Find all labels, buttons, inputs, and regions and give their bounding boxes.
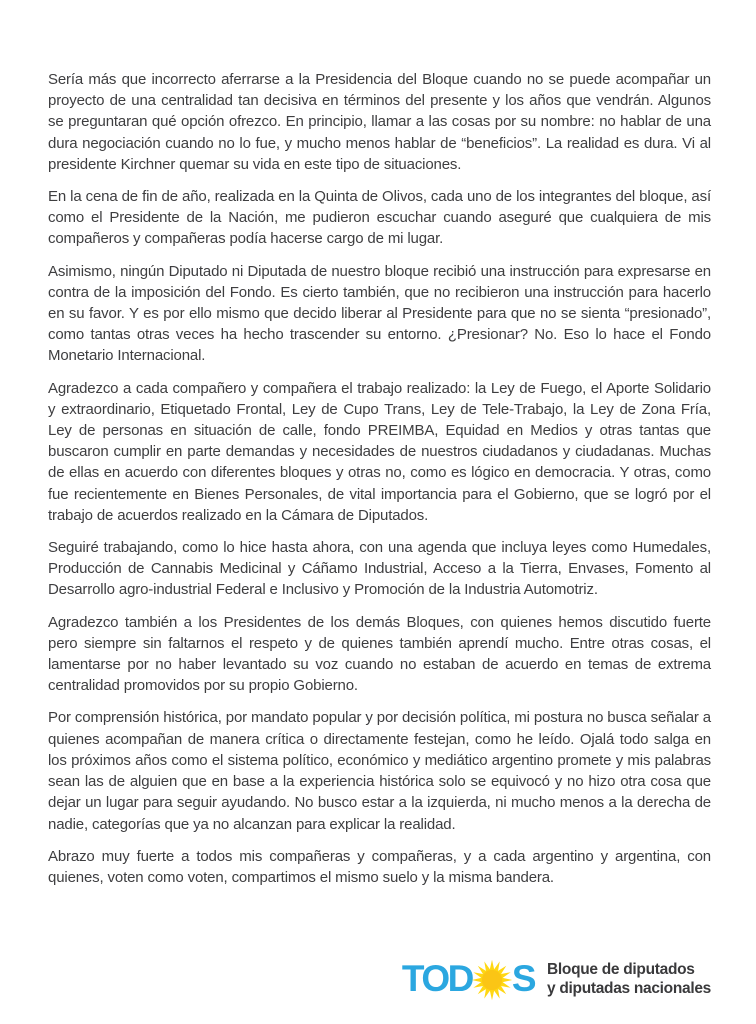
logo-text-tod: TOD: [401, 957, 472, 999]
paragraph: Agradezco también a los Presidentes de los demás Bloques, con quienes hemos discutido fuerte pero siempre sin faltarnos el respeto y de quienes también aprendí mucho. Entre otras cosas, el lamentarse por no haber levantado su voz cuando no estaban de acuerdo en temas de extrema centralidad promovidos por su propio Gobierno.: [48, 613, 711, 695]
paragraph: Por comprensión histórica, por mandato popular y por decisión política, mi postura no busca señalar a quienes acompañan de manera crítica o directamente festejan, como he leído. Ojalá todo salga en los próximos años como el sistema político, económico y mediático argentino promete y mis palabras sean las de alguien que en base a la experiencia histórica solo se equivocó y no hizo otra cosa que dejar un lugar para seguir ayudando. No busco estar a la izquierda, ni mucho menos a la derecha de nadie, categorías que ya no alcanzan para explicar la realidad.: [48, 709, 711, 833]
paragraph: Asimismo, ningún Diputado ni Diputada de nuestro bloque recibió una instrucción para expresarse en contra de la imposición del Fondo. Es cierto también, que no recibieron una instrucción para hacerlo en su favor. Y es por ello mismo que decido liberar al Presidente para que no se sienta “presionado”, como tantas otras veces ha hecho trascender su entorno. ¿Presionar? No. Eso lo hace el Fondo Monetario Internacional.: [48, 262, 711, 365]
sun-icon: [471, 959, 513, 1001]
footer-logo-block: [402, 958, 711, 1000]
paragraph: En la cena de fin de año, realizada en la Quinta de Olivos, cada uno de los integrantes del bloque, así como el Presidente de la Nación, me pudieron escuchar cuando aseguré que cualquiera de mis compañeros y compañeras podía hacerse cargo de mi lugar.: [48, 188, 711, 248]
paragraph: Sería más que incorrecto aferrarse a la Presidencia del Bloque cuando no se puede acompañar un proyecto de una centralidad tan decisiva en términos del presente y los años que vendrán. Algunos se preguntaran qué opción ofrezco. En principio, llamar a las cosas por su nombre: no hablar de una dura negociación cuando no lo fue, y mucho menos hablar de “beneficios”. La realidad es dura. Vi al presidente Kirchner quemar su vida en este tipo de situaciones.: [48, 71, 711, 173]
paragraph: Seguiré trabajando, como lo hice hasta ahora, con una agenda que incluya leyes como Humedales, Producción de Cannabis Medicinal y Cáñamo Industrial, Acceso a la Tierra, Envases, Fomento al Desarrollo agro-industrial Federal e Inclusivo y Promoción de la Industria Automotriz.: [48, 539, 711, 599]
todos-logo: [402, 958, 534, 1000]
logo-caption: [547, 960, 711, 998]
caption-line2: y diputadas nacionales: [547, 980, 711, 997]
paragraph: Agradezco a cada compañero y compañera el trabajo realizado: la Ley de Fuego, el Aporte Solidario y extraordinario, Etiquetado Frontal, Ley de Cupo Trans, Ley de Tele-Trabajo, la Ley de Zona Fría, Ley de personas en situación de calle, fondo PREIMBA, Equidad en Medios y otras tantas que buscaron cumplir en parte demandas y necesidades de nuestros ciudadanos y ciudadanas. Muchas de ellas en acuerdo con diferentes bloques y otras no, como es lógico en democracia. Y otras, como fue recientemente en Bienes Personales, de vital importancia para el Gobierno, que se logró por el trabajo de acuerdos realizado en la Cámara de Diputados.: [48, 379, 711, 524]
caption-line1: Bloque de diputados: [547, 961, 695, 978]
logo-text-s: S: [511, 957, 535, 999]
letter-body: [48, 69, 711, 899]
paragraph: Abrazo muy fuerte a todos mis compañeras y compañeras, y a cada argentino y argentina, con quienes, voten como voten, compartimos el mismo suelo y la misma bandera.: [48, 847, 711, 886]
